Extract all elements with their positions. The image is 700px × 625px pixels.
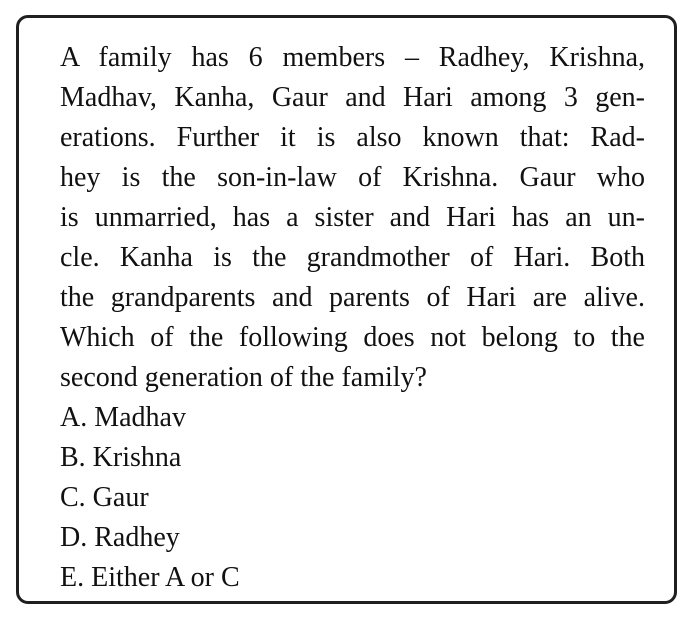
option-d: D. Radhey [60, 522, 180, 553]
answer-options [60, 398, 645, 598]
option-c: C. Gaur [60, 482, 149, 513]
question-line: hey is the son-in-law of Krishna. Gaur who [60, 162, 645, 193]
option-a: A. Madhav [60, 402, 186, 433]
option-b: B. Krishna [60, 442, 182, 473]
question-line: Which of the following does not belong to the [60, 322, 645, 353]
option-e: E. Either A or C [60, 562, 240, 593]
question-text [60, 38, 645, 398]
question-line: is unmarried, has a sister and Hari has an un- [60, 202, 645, 233]
question-line: the grandparents and parents of Hari are alive. [60, 282, 645, 313]
question-content [60, 38, 645, 598]
question-line: A family has 6 members – Radhey, Krishna, [60, 42, 645, 73]
question-line: second generation of the family? [60, 362, 427, 393]
question-line: erations. Further it is also known that: Rad- [60, 122, 645, 153]
question-line: Madhav, Kanha, Gaur and Hari among 3 gen- [60, 82, 645, 113]
question-line: cle. Kanha is the grandmother of Hari. Both [60, 242, 645, 273]
